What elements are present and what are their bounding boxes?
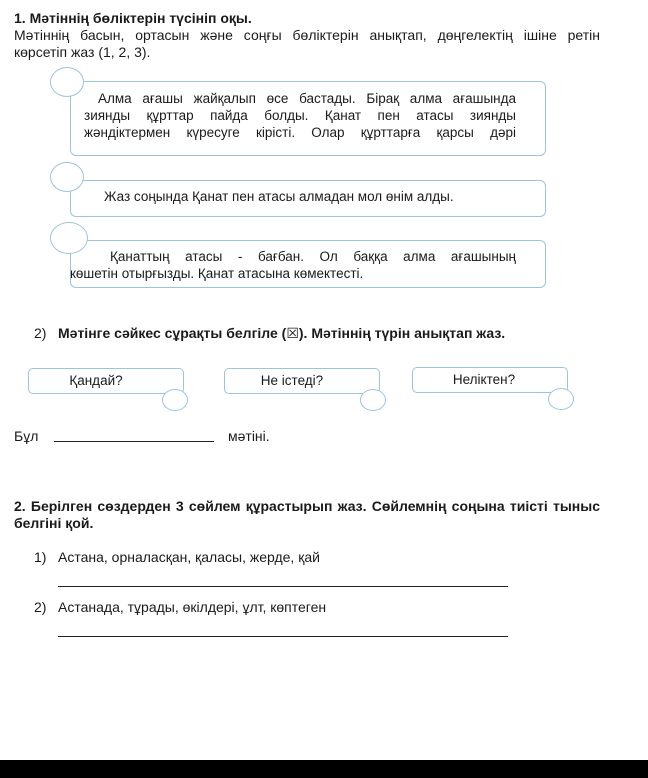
section3-title-line2: белгіні қой. xyxy=(14,515,94,531)
text-line: Қанаттың атасы - бағбан. Ол баққа алма ағашының xyxy=(110,249,516,264)
option-label: Не істеді? xyxy=(260,373,324,388)
answer-line[interactable] xyxy=(54,441,214,442)
answer-prefix: Бұл xyxy=(14,428,39,444)
footer-bar xyxy=(0,760,648,778)
option-label: Неліктен? xyxy=(452,372,516,387)
text-part-1 xyxy=(84,90,516,141)
order-circle[interactable] xyxy=(50,162,84,192)
question-option-kandai[interactable] xyxy=(28,368,184,394)
checkbox-circle[interactable] xyxy=(548,388,574,410)
section2-number: 2) xyxy=(34,325,47,341)
text-line: зиянды құрттар пайда болды. Қанат пен атасы зиянды xyxy=(84,108,516,123)
section2-title: Мәтінге сәйкес сұрақты белгіле (☒). Мәтіннің түрін анықтап жаз. xyxy=(58,325,506,341)
section1-instruction-line2: көрсетіп жаз (1, 2, 3). xyxy=(14,44,151,60)
section1-instruction-line1: Мәтіннің басын, ортасын және соңғы бөліктерін анықтап, дөңгелектің ішіне ретін xyxy=(14,27,600,43)
option-label: Қандай? xyxy=(69,373,123,388)
answer-line[interactable] xyxy=(58,636,508,637)
checkbox-circle[interactable] xyxy=(360,389,386,411)
item-number: 1) xyxy=(34,549,47,565)
text-line: Жаз соңында Қанат пен атасы алмадан мол өнім алды. xyxy=(104,189,454,204)
checkbox-circle[interactable] xyxy=(162,389,188,411)
item-number: 2) xyxy=(34,599,47,615)
question-option-neliкten[interactable] xyxy=(412,367,568,393)
answer-line[interactable] xyxy=(58,586,508,587)
text-line: Алма ағашы жайқалып өсе бастады. Бірақ алма ағашында xyxy=(98,91,516,106)
section3-title-line1: 2. Берілген сөздерден 3 сөйлем құрастырып жаз. Сөйлемнің соңына тиісті тыныс xyxy=(14,498,600,514)
item-words: Астанада, тұрады, өкілдері, ұлт, көптеген xyxy=(58,599,327,615)
text-line: жәндіктермен күресуге кірісті. Олар құрттарға қарсы дәрі xyxy=(84,125,516,140)
text-part-3 xyxy=(70,248,516,282)
question-option-ne-istedi[interactable] xyxy=(224,368,380,394)
item-words: Астана, орналасқан, қаласы, жерде, қай xyxy=(58,549,320,565)
section1-title: 1. Мәтіннің бөліктерін түсініп оқы. xyxy=(14,10,252,26)
answer-suffix: мәтіні. xyxy=(228,428,270,444)
order-circle[interactable] xyxy=(50,222,88,254)
order-circle[interactable] xyxy=(50,67,84,97)
text-line: көшетін отырғызды. Қанат атасына көмектесті. xyxy=(70,266,364,281)
text-part-2 xyxy=(104,188,454,205)
